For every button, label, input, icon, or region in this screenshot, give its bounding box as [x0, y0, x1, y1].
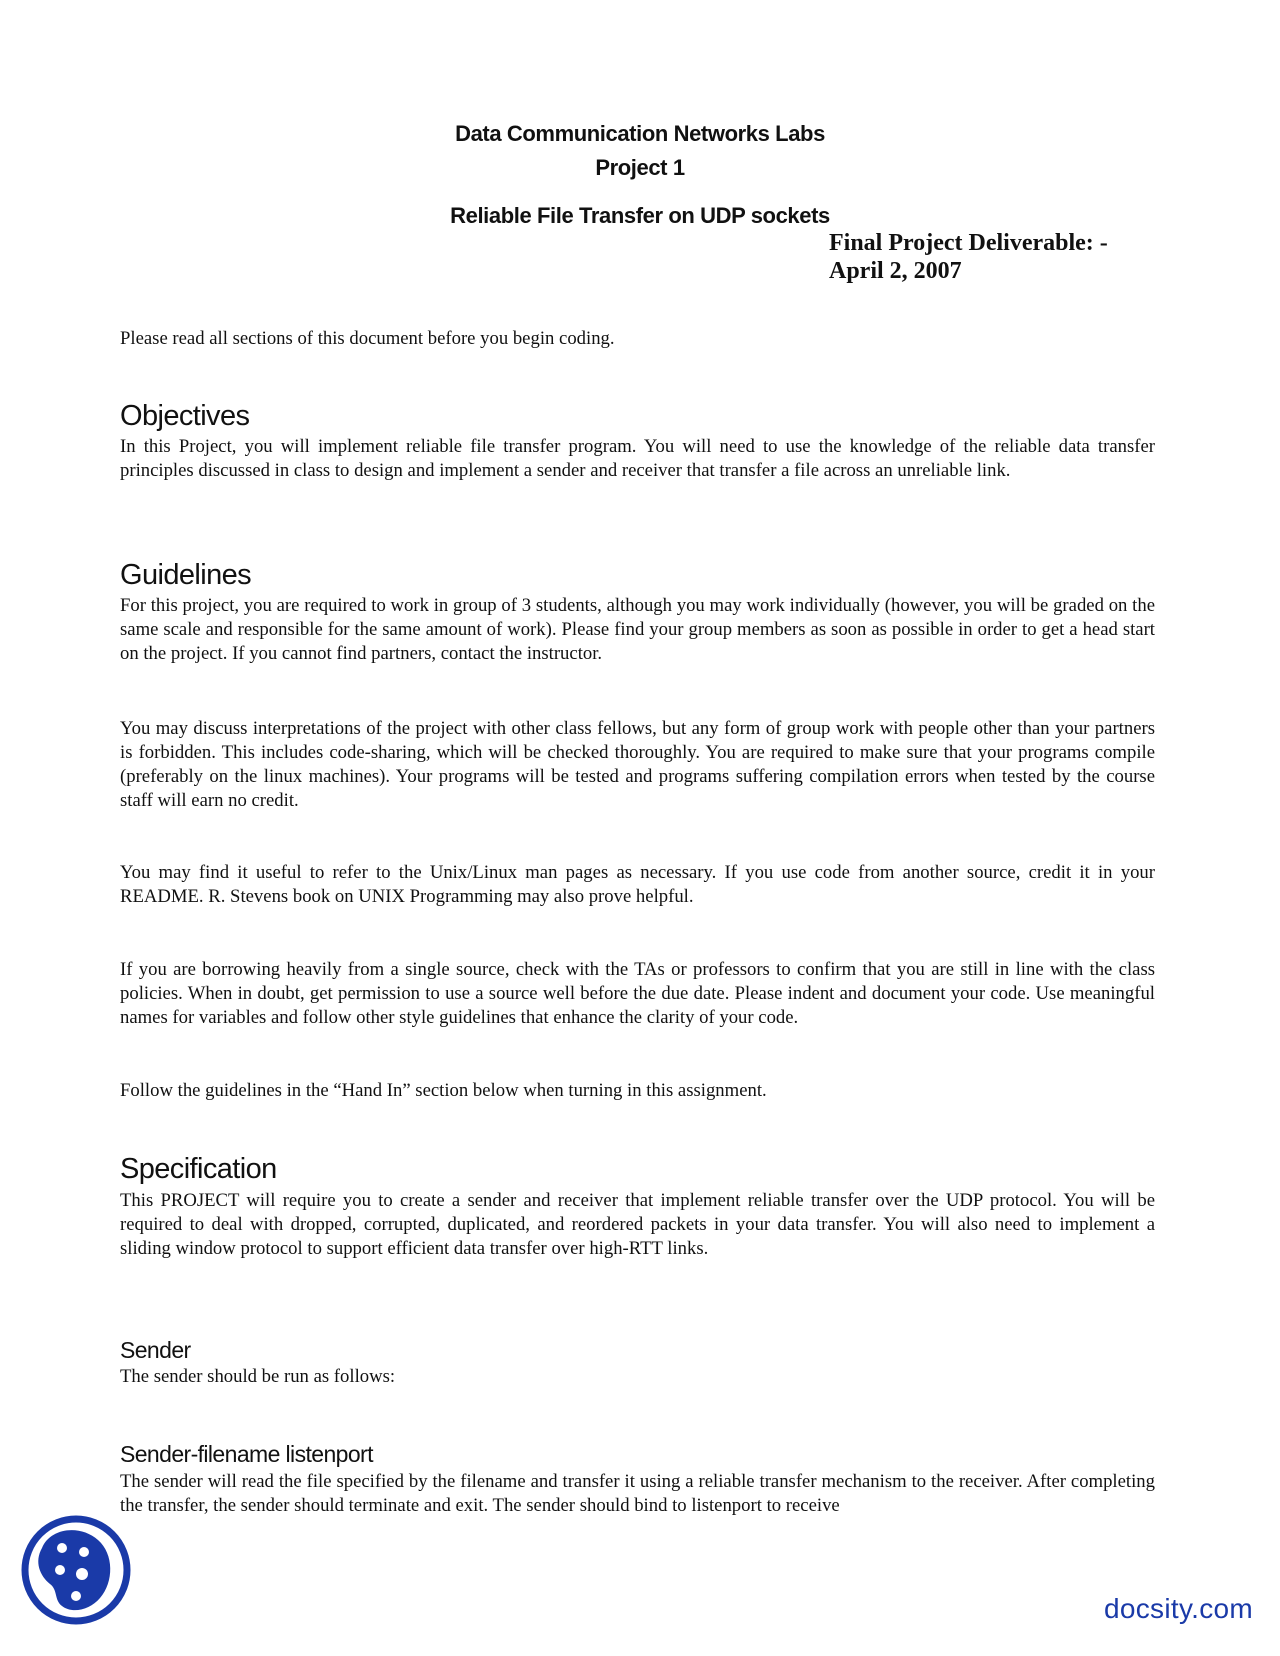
sender-command-text: The sender will read the file specified by the filename and transfer it using a reliable transfer mechanism to the receiver. After completing the transfer, the sender should terminate and exit. The sender should bind to listenport to receive: [120, 1471, 1155, 1516]
guidelines-paragraph-5: Follow the guidelines in the “Hand In” section below when turning in this assignment.: [120, 1080, 767, 1101]
intro-text: Please read all sections of this document before you begin coding.: [120, 328, 615, 349]
specification-heading: Specification: [120, 1153, 277, 1185]
course-title: Data Communication Networks Labs: [455, 121, 825, 146]
deliverable-label: Final Project Deliverable: -: [829, 230, 1108, 256]
guidelines-paragraph-3: You may find it useful to refer to the Unix/Linux man pages as necessary. If you use code from another source, credit it in your README. R. Stevens book on UNIX Programming may also prove helpful.: [120, 862, 1155, 907]
deliverable-date: April 2, 2007: [829, 258, 962, 284]
specification-text: This PROJECT will require you to create a sender and receiver that implement reliable transfer over the UDP protocol. You will be required to deal with dropped, corrupted, duplicated, and reordered packets in your data transfer. You will also need to implement a sliding window protocol to support efficient data transfer over high-RTT links.: [120, 1190, 1155, 1259]
sender-command-heading: Sender-filename listenport: [120, 1441, 373, 1467]
project-number: Project 1: [595, 155, 685, 180]
docsity-brand-link[interactable]: docsity.com: [1104, 1593, 1254, 1624]
project-title: Reliable File Transfer on UDP sockets: [450, 203, 830, 228]
objectives-text: In this Project, you will implement reliable file transfer program. You will need to use the knowledge of the reliable data transfer principles discussed in class to design and implement a sender and receiver that transfer a file across an unreliable link.: [120, 436, 1155, 481]
guidelines-paragraph-2: You may discuss interpretations of the project with other class fellows, but any form of group work with people other than your partners is forbidden. This includes code-sharing, which will be checked thoroughly. You are required to make sure that your programs compile (preferably on the linux machines). Your programs will be tested and programs suffering compilation errors when tested by the course staff will earn no credit.: [120, 718, 1155, 811]
guidelines-heading: Guidelines: [120, 559, 252, 591]
sender-text: The sender should be run as follows:: [120, 1366, 396, 1387]
sender-heading: Sender: [120, 1337, 191, 1363]
objectives-heading: Objectives: [120, 400, 250, 432]
docsity-logo-icon: [20, 1514, 132, 1626]
guidelines-paragraph-1: For this project, you are required to work in group of 3 students, although you may work individually (however, you will be graded on the same scale and responsible for the same amount of work). Please find your group members as soon as possible in order to get a head start on the project. If you cannot find partners, contact the instructor.: [120, 595, 1155, 664]
guidelines-paragraph-4: If you are borrowing heavily from a single source, check with the TAs or professors to confirm that you are still in line with the class policies. When in doubt, get permission to use a source well before the due date. Please indent and document your code. Use meaningful names for variables and follow other style guidelines that enhance the clarity of your code.: [120, 959, 1155, 1028]
